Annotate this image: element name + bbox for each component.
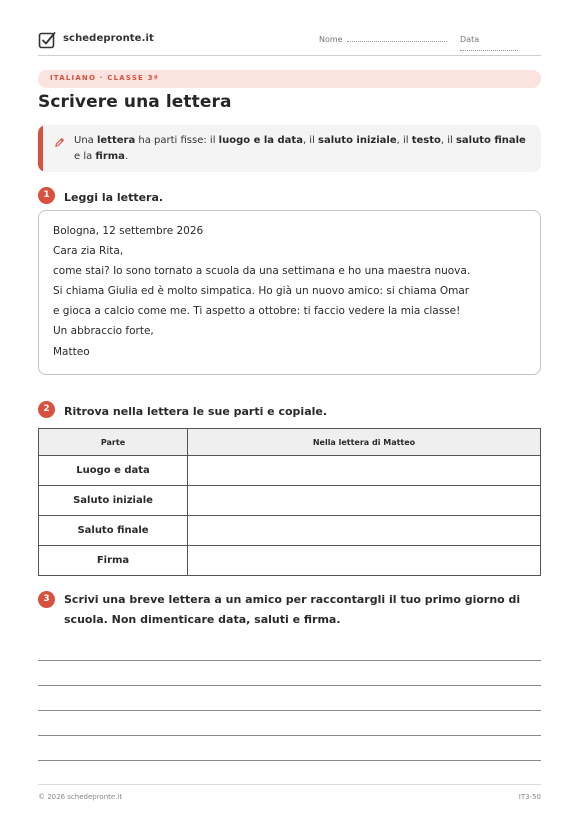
name-field[interactable] — [319, 35, 447, 44]
letter-line: Un abbraccio forte, — [53, 325, 154, 337]
tip-text-run: ha parti fisse: il — [135, 135, 219, 146]
page-footer — [38, 784, 541, 801]
question-2-number: 2 — [38, 401, 55, 418]
answer-cell[interactable] — [188, 456, 541, 486]
tip-text — [74, 133, 534, 165]
name-label: Nome — [319, 35, 343, 44]
tip-text-run: e la — [74, 151, 96, 162]
table-header-row — [39, 429, 541, 456]
date-field[interactable] — [460, 35, 541, 53]
tip-keyword: saluto iniziale — [318, 135, 397, 146]
page-header — [38, 28, 541, 56]
column-header-letter: Nella lettera di Matteo — [188, 429, 541, 456]
letter-line: come stai? Io sono tornato a scuola da una settimana e ho una maestra nuova. — [53, 265, 471, 277]
tip-text-run: , il — [440, 135, 456, 146]
part-label: Luogo e data — [39, 456, 188, 486]
tip-accent-bar — [38, 125, 43, 172]
footer-code: IT3-50 — [518, 793, 541, 801]
tip-keyword: lettera — [96, 135, 136, 146]
question-1 — [38, 187, 541, 207]
answer-cell[interactable] — [188, 516, 541, 546]
table-row — [39, 516, 541, 546]
table-row — [39, 546, 541, 576]
letter-line: Si chiama Giulia ed è molto simpatica. Ho già un nuovo amico: si chiama Omar — [53, 285, 470, 297]
tip-keyword: firma — [95, 151, 125, 162]
footer-copyright: © 2026 schedepronte.it — [38, 793, 123, 801]
question-2 — [38, 401, 541, 421]
tip-keyword: saluto finale — [455, 135, 526, 146]
question-3 — [38, 591, 541, 635]
table-row — [39, 456, 541, 486]
page-title: Scrivere una lettera — [38, 92, 232, 112]
question-1-text: Leggi la lettera. — [64, 191, 164, 204]
pencil-icon — [54, 137, 65, 148]
site-name: schedepronte.it — [63, 33, 154, 44]
tip-text-run: , il — [302, 135, 319, 146]
writing-line[interactable] — [38, 685, 541, 686]
date-label: Data — [460, 35, 480, 44]
tip-text-run: Una — [74, 135, 97, 146]
checkbox-icon — [38, 31, 56, 49]
part-label: Firma — [39, 546, 188, 576]
letter-line: e gioca a calcio come me. Ti aspetto a ottobre: ti faccio vedere la mia classe! — [53, 305, 461, 317]
question-3-text: Scrivi una breve lettera a un amico per raccontargli il tuo primo giorno di scuola. Non dimenticare data, saluti e firma. — [64, 593, 521, 626]
tip-keyword: testo — [411, 135, 441, 146]
writing-line[interactable] — [38, 660, 541, 661]
part-label: Saluto iniziale — [39, 486, 188, 516]
writing-line[interactable] — [38, 735, 541, 736]
tip-keyword: luogo e la data — [218, 135, 303, 146]
part-label: Saluto finale — [39, 516, 188, 546]
name-dotted-line[interactable] — [347, 35, 447, 42]
table-row — [39, 486, 541, 516]
letter-line: Cara zia Rita, — [53, 245, 124, 257]
subject-tag — [38, 70, 541, 88]
answer-cell[interactable] — [188, 486, 541, 516]
tip-text-run: , il — [396, 135, 412, 146]
letter-line: Matteo — [53, 346, 90, 358]
date-dotted-line[interactable] — [460, 44, 518, 51]
question-2-text: Ritrova nella lettera le sue parti e copiale. — [64, 405, 328, 418]
parts-table — [38, 428, 541, 576]
writing-line[interactable] — [38, 710, 541, 711]
tip-text-run: . — [124, 151, 129, 162]
letter-line: Bologna, 12 settembre 2026 — [53, 225, 204, 237]
answer-cell[interactable] — [188, 546, 541, 576]
letter-box — [38, 210, 541, 375]
question-1-number: 1 — [38, 187, 55, 204]
subject-tag-label: ITALIANO · CLASSE 3ª — [50, 74, 159, 82]
column-header-part: Parte — [39, 429, 188, 456]
tip-box — [38, 125, 541, 172]
writing-line[interactable] — [38, 760, 541, 761]
question-3-number: 3 — [38, 591, 55, 608]
